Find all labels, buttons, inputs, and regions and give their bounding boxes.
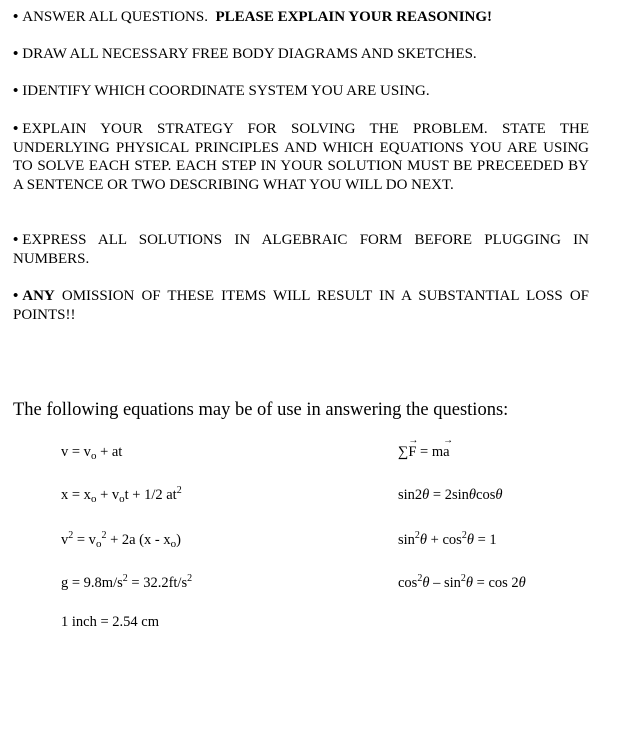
equation-double-angle-sine: sin2θ = 2sinθcosθ (398, 487, 503, 503)
instruction-algebraic-form: • EXPRESS ALL SOLUTIONS IN ALGEBRAIC FORM BEFORE PLUGGING IN NUMBERS. (13, 232, 589, 267)
bullet: • (13, 121, 19, 137)
equation-pythagorean-identity: $\sin^2\theta + \cos^2\theta = 1$ (398, 530, 497, 548)
instruction-strategy: • EXPLAIN YOUR STRATEGY FOR SOLVING THE PROBLEM. STATE THE UNDERLYING PHYSICAL PRINCIPLES AND WHICH EQUATIONS YOU ARE USING TO SOLVE EACH STEP. EACH STEP IN YOUR SOLUTION MUST BE PRECEEDED BY A SENTENCE OR TWO DESCRIBING WHAT YOU WILL DO NEXT. (13, 121, 589, 193)
instruction-emphasis: PLEASE EXPLAIN YOUR REASONING! (215, 9, 493, 25)
instruction-coordinate-system: • IDENTIFY WHICH COORDINATE SYSTEM YOU ARE USING. (13, 83, 430, 99)
bullet: • (13, 232, 19, 248)
equation-inch-conversion: 1 inch = 2.54 cm (61, 614, 159, 630)
instruction-omission-warning: • ANY OMISSION OF THESE ITEMS WILL RESULT IN A SUBSTANTIAL LOSS OF POINTS!! (13, 288, 590, 323)
bullet: • (13, 46, 19, 62)
equations-intro: The following equations may be of use in answering the questions: (13, 400, 509, 420)
instruction-emphasis: ANY (22, 288, 55, 304)
equation-velocity: $v = v_o$ + at (61, 444, 123, 462)
instruction-answer-all: • ANSWER ALL QUESTIONS. PLEASE EXPLAIN YOUR REASONING! (13, 9, 493, 25)
bullet: • (13, 288, 19, 304)
equation-double-angle-cosine: $\cos^2\theta - \sin^2\theta = \cos 2\theta$ (398, 573, 526, 591)
equation-position: $x = x_o + v_ot + 1/2$ $at^2$ (61, 485, 182, 505)
bullet: • (13, 83, 19, 99)
equation-velocity-squared: $v^2 = v_o^2 + 2a$ $(x - x_o)$ (61, 530, 181, 550)
instruction-free-body-diagrams: • DRAW ALL NECESSARY FREE BODY DIAGRAMS AND SKETCHES. (13, 46, 477, 62)
bullet: • (13, 9, 19, 25)
equation-gravity: $g = 9.8m/s^2 = 32.2ft/s^2$ (61, 573, 193, 591)
equation-newton-second-law: ∑→ F = m→ a (398, 442, 450, 462)
